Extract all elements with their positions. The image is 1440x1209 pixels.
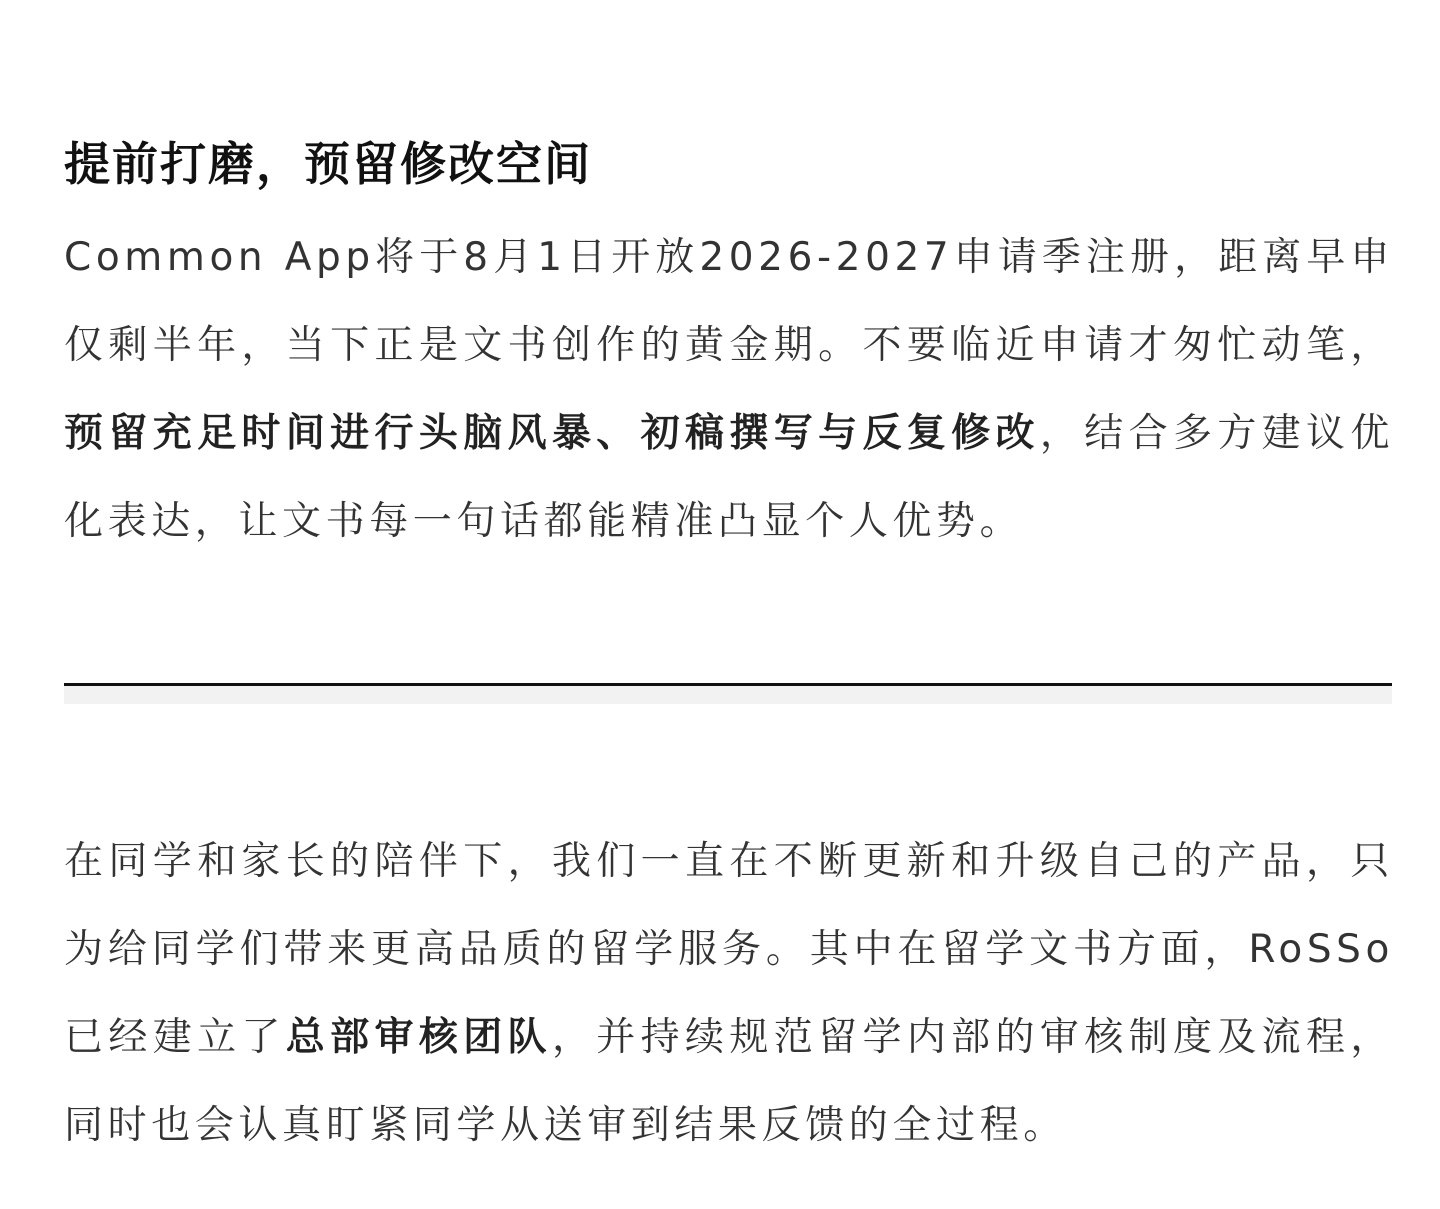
section-title: 提前打磨，预留修改空间 — [64, 137, 592, 191]
paragraph-writing-timeline — [64, 214, 1394, 566]
paragraph-text: 在同学和家长的陪伴下，我们一直在不断更新和升级自己的产品，只为给同学们带来更高品质的留学服务。其中在留学文书方面，RoSSo已经建立了 — [64, 839, 1394, 1060]
paragraph-review-team — [64, 818, 1394, 1170]
paragraph-text: ，并持续规范留学内部的审核制度及流程，同时也会认真盯紧同学从送审到结果反馈的全过程。 — [64, 1015, 1394, 1148]
paragraph-emphasis: 总部审核团队 — [285, 1015, 552, 1060]
paragraph-text: ，结合多方建议优化表达，让文书每一句话都能精准凸显个人优势。 — [64, 411, 1394, 544]
divider-shadow — [64, 686, 1392, 704]
paragraph-emphasis: 预留充足时间进行头脑风暴、初稿撰写与反复修改 — [64, 411, 1040, 456]
paragraph-text: Common App将于8月1日开放2026-2027申请季注册，距离早申仅剩半年，当下正是文书创作的黄金期。不要临近申请才匆忙动笔， — [64, 235, 1394, 368]
